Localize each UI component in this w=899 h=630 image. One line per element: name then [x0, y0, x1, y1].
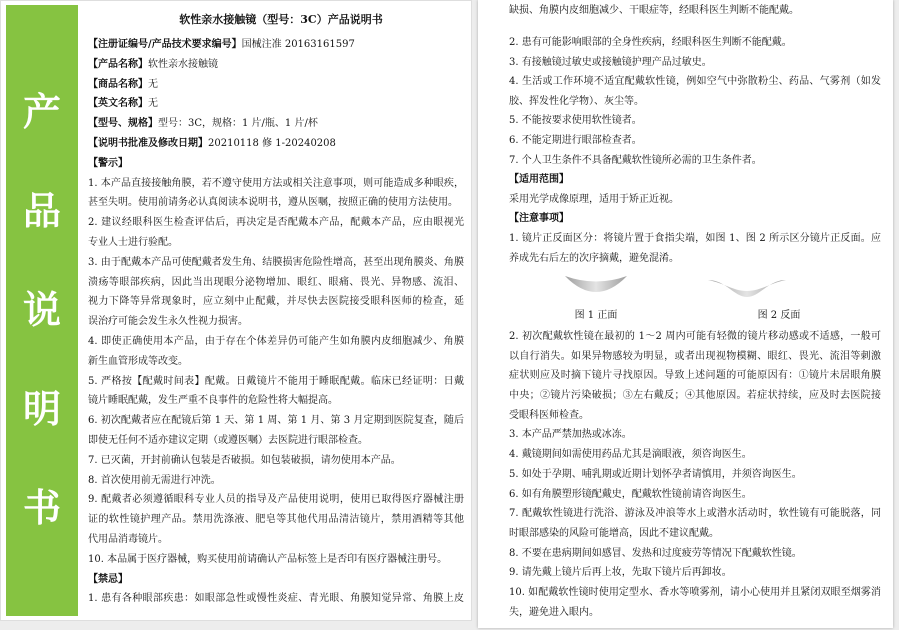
text-line: 3. 本产品严禁加热或冰冻。	[509, 429, 632, 441]
warning-item-8	[88, 471, 464, 491]
field-value: 无	[148, 98, 158, 110]
lens-back-image	[708, 280, 786, 297]
text-line: 9. 请先戴上镜片后再上妆，先取下镜片后再卸妆。	[509, 567, 732, 579]
warning-item-4	[88, 332, 464, 372]
text-line: 10. 本品属于医疗器械，购买使用前请确认产品标签上是否印有医疗器械注册号。	[88, 553, 448, 565]
text-line: 中央；②镜片污染破损；③左右戴反；④其他原因。若症状持续，应及时去医院接	[509, 390, 881, 402]
section-heading-warnings: 【警示】	[88, 157, 128, 169]
warning-item-3	[88, 253, 464, 332]
field-registration-number	[88, 35, 464, 55]
text-line: 7. 配戴软性镜进行洗浴、游泳及冲浪等水上或潜水活动时，软性镜有可能脱落，同	[509, 508, 881, 520]
text-line: 时眼部感染的风险可能增高，因此不建议配戴。	[509, 527, 719, 539]
text-line: 4. 戴镜期间如需使用药品尤其是滴眼液，须咨询医生。	[509, 449, 752, 461]
warning-item-2	[88, 213, 464, 253]
field-value: 型号：3C，规格：1 片/瓶、1 片/杯	[158, 118, 318, 130]
contraindication-item-3	[509, 53, 881, 73]
field-label: 【说明书批准及修改日期】	[88, 137, 208, 149]
text-line: 溃疡等眼部疾病，因此当出现眼分泌物增加、眼红、眼痛、畏光、异物感、流泪、	[88, 276, 464, 288]
warning-item-1	[88, 174, 464, 214]
text-line: 缺损、角膜内皮细胞减少、干眼症等，经眼科医生判断不能配戴。	[509, 5, 799, 16]
field-value: 软性亲水接触镜	[148, 58, 218, 70]
banner-text	[6, 5, 78, 557]
text-line: 视力下降等异常现象时，应立刻中止配戴，并尽快去医院接受眼科医师的检查，延	[88, 296, 464, 308]
text-line: 3. 由于配戴本产品可使配戴者发生角、结膜损害危险性增高，甚至出现角膜炎、角膜	[88, 256, 464, 268]
figure-caption-back: 图 2 反面	[757, 310, 801, 321]
contraindication-item-6	[509, 131, 881, 151]
warning-item-7	[88, 451, 464, 471]
contraindication-item-1	[88, 589, 464, 609]
contraindication-item-4	[509, 72, 881, 111]
text-line: 失，避免进入眼内。	[509, 606, 599, 618]
banner-char: 书	[22, 485, 61, 530]
field-trade-name	[88, 75, 464, 95]
right-page-body-top	[509, 33, 881, 268]
warning-item-9	[88, 490, 464, 549]
right-page	[478, 0, 893, 628]
precaution-item-10	[509, 583, 881, 622]
text-line: 甚至失明。使用前请务必认真阅读本说明书，遵从医嘱，按照正确的使用方法使用。	[88, 197, 458, 209]
field-label: 【注册证编号/产品技术要求编号】	[88, 39, 242, 50]
precaution-item-4	[509, 445, 881, 465]
text-line: 8. 不要在患病期间如感冒、发热和过度疲劳等情况下配戴软性镜。	[509, 547, 802, 559]
precaution-item-2	[509, 327, 881, 425]
precaution-item-3	[509, 425, 881, 445]
text-line: 7. 已灭菌，开封前确认包装是否破损。如包装破损，请勿使用本产品。	[88, 454, 401, 466]
field-approval-date	[88, 134, 464, 154]
text-line: 10. 如配戴软性镜时使用定型水、香水等喷雾剂，请小心使用并且紧闭双眼至烟雾消	[509, 586, 881, 598]
text-line: 误治疗可能会发生永久性视力损害。	[88, 316, 248, 328]
text-line: 7. 个人卫生条件不具备配戴软性镜所必需的卫生条件者。	[509, 154, 762, 166]
section-heading-scope: 【适用范围】	[509, 174, 569, 186]
text-line: 镜片睡眠配戴，发生严重不良事件的危险性将大幅提高。	[88, 395, 338, 407]
right-page-body-bottom	[509, 327, 881, 622]
lens-front-image	[565, 276, 627, 292]
field-label: 【型号、规格】	[88, 118, 158, 130]
text-line: 以自行消失。如果异物感较为明显，或者出现视物模糊、眼红、畏光、流泪等刺激	[509, 350, 881, 362]
text-line: 2. 建议经眼科医生检查评估后，再决定是否配戴本产品，配戴本产品，应由眼视光	[88, 217, 464, 229]
text-line: 养成先右后左的次序摘戴，避免混淆。	[509, 252, 679, 264]
section-heading-contraindications: 【禁忌】	[88, 573, 128, 585]
section-heading-precautions: 【注意事项】	[509, 213, 569, 225]
field-label: 【产品名称】	[88, 58, 148, 70]
text-line: 5. 如处于孕期、哺乳期或近期计划怀孕者请慎用，并须咨询医生。	[509, 468, 802, 480]
contraindication-item-7	[509, 151, 881, 171]
left-page-body	[88, 35, 464, 609]
text-line: 2. 患有可能影响眼部的全身性疾病，经眼科医生判断不能配戴。	[509, 37, 792, 48]
text-line: 1. 本产品直接接触角膜，若不遵守使用方法或相关注意事项，则可能造成多种眼疾，	[88, 177, 464, 189]
field-label: 【商品名称】	[88, 78, 148, 90]
lens-figures	[478, 268, 893, 304]
text-line: 胶、挥发性化学物）、灰尘等。	[509, 95, 644, 107]
text-line: 证的软性镜护理产品。禁用洗涤液、肥皂等其他代用品清洁镜片，禁用酒精等其他	[88, 514, 464, 526]
document-title: 软性亲水接触镜（型号：3C）产品说明书	[179, 13, 383, 26]
warning-item-10	[88, 550, 464, 570]
banner-char: 明	[22, 386, 61, 431]
text-line: 5. 不能按要求使用软性镜者。	[509, 115, 642, 127]
contraindication-continuation	[509, 1, 881, 21]
text-line: 代用品消毒镜片。	[88, 533, 168, 545]
text-line: 1. 镜片正反面区分：将镜片置于食指尖端，如图 1、图 2 所示区分镜片正反面。应	[509, 232, 881, 244]
precaution-item-7	[509, 504, 881, 543]
warning-item-6	[88, 411, 464, 451]
banner-char: 品	[22, 188, 61, 233]
warning-item-5	[88, 372, 464, 412]
field-value: 国械注准 20163161597	[241, 39, 355, 50]
text-line: 9. 配戴者必须遵循眼科专业人员的指导及产品使用说明，使用已取得医疗器械注册	[88, 494, 464, 506]
text-line: 专业人士进行验配。	[88, 236, 178, 248]
text-line: 症状则应及时摘下镜片寻找原因。导致上述问题的可能原因有：①镜片未居眼角膜	[509, 370, 881, 382]
precaution-item-9	[509, 563, 881, 583]
precaution-item-8	[509, 544, 881, 564]
text-line: 6. 初次配戴者应在配镜后第 1 天、第 1 周、第 1 月、第 3 月定期到医院复查，随后	[88, 415, 464, 427]
precaution-item-5	[509, 465, 881, 485]
field-value: 20210118 修 1-20240208	[208, 137, 336, 149]
text-line: 2. 初次配戴软性镜在最初的 1～2 周内可能有轻微的镜片移动感或不适感，一般可	[509, 331, 881, 342]
text-line: 3. 有接触镜过敏史或接触镜护理产品过敏史。	[509, 56, 712, 68]
scope-text: 采用光学成像原理，适用于矫正近视。	[509, 193, 679, 205]
contraindication-item-5	[509, 111, 881, 131]
figure-caption-front: 图 1 正面	[574, 310, 618, 321]
text-line: 5. 严格按【配戴时间表】配戴。日戴镜片不能用于睡眠配戴。临床已经证明：日戴	[88, 375, 464, 387]
side-banner	[6, 5, 78, 616]
text-line: 受眼科医师检查。	[509, 409, 589, 421]
text-line: 6. 如有角膜塑形镜配戴史，配戴软性镜前请咨询医生。	[509, 488, 752, 500]
field-value: 无	[148, 78, 158, 90]
field-label: 【英文名称】	[88, 98, 148, 110]
contraindication-item-2	[509, 33, 881, 53]
precaution-item-6	[509, 485, 881, 505]
text-line: 4. 生活或工作环境不适宜配戴软性镜，例如空气中弥散粉尘、药品、气雾剂（如发	[509, 76, 881, 88]
text-line: 新生血管形成等改变。	[88, 355, 188, 367]
precaution-item-1	[509, 229, 881, 268]
text-line: 1. 患有各种眼部疾患：如眼部急性或慢性炎症、青光眼、角膜知觉异常、角膜上皮	[88, 593, 464, 605]
text-line: 6. 不能定期进行眼部检查者。	[509, 134, 642, 146]
text-line: 4. 即使正确使用本产品，由于存在个体差异仍可能产生如角膜内皮细胞减少、角膜	[88, 335, 464, 347]
field-product-name	[88, 55, 464, 75]
banner-char: 产	[22, 89, 61, 134]
banner-char: 说	[22, 287, 61, 332]
text-line: 8. 首次使用前无需进行冲洗。	[88, 474, 221, 486]
field-model-spec	[88, 114, 464, 134]
text-line: 即使无任何不适亦建议定期（或遵医嘱）去医院进行眼部检查。	[88, 434, 368, 446]
field-english-name	[88, 94, 464, 114]
